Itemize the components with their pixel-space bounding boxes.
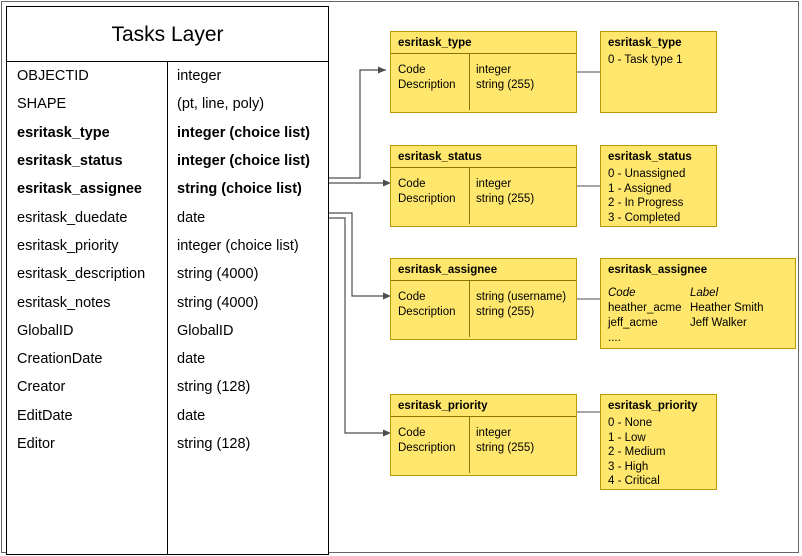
- table-row: [7, 62, 328, 90]
- field-type: string (128): [177, 436, 251, 452]
- domain-field-type: integer: [476, 64, 512, 76]
- value-list-title: esritask_status: [608, 151, 692, 163]
- column-header: Code: [608, 287, 636, 299]
- domain-table-title: esritask_assignee: [398, 264, 498, 276]
- value-list-title: esritask_assignee: [608, 264, 708, 276]
- field-name: esritask_type: [17, 124, 110, 141]
- domain-field-name: Code: [398, 178, 426, 190]
- assignee-code: jeff_acme: [608, 317, 658, 329]
- column-divider: [469, 54, 470, 110]
- table-row: [7, 232, 328, 260]
- value-list-title: esritask_priority: [608, 400, 698, 412]
- domain-field-type: string (255): [476, 306, 535, 318]
- column-divider: [469, 281, 470, 337]
- list-item: 0 - Task type 1: [608, 54, 683, 66]
- field-name: esritask_priority: [17, 237, 119, 254]
- field-type: integer (choice list): [177, 153, 310, 170]
- field-type: string (128): [177, 379, 251, 396]
- field-type: date: [177, 407, 206, 424]
- table-row: [7, 288, 328, 316]
- domain-field-type: integer: [476, 178, 512, 190]
- field-name: esritask_status: [17, 153, 123, 170]
- value-list-body: [601, 416, 716, 494]
- field-type: GlobalID: [177, 322, 234, 339]
- list-item: 1 - Low: [608, 431, 646, 444]
- table-row: [7, 147, 328, 175]
- list-item: 4 - Critical: [608, 475, 660, 487]
- assignee-label: Jeff Walker: [690, 317, 747, 329]
- field-name: esritask_description: [17, 266, 146, 283]
- field-name: esritask_notes: [17, 294, 111, 311]
- list-item: 2 - In Progress: [608, 197, 684, 209]
- assignee-code: heather_acme: [608, 302, 682, 314]
- table-row: [7, 402, 328, 430]
- domain-table-body: [391, 281, 576, 337]
- domain-field-name: Description: [398, 306, 456, 318]
- assignee-code: ....: [608, 332, 621, 344]
- domain-field-name: Code: [398, 427, 426, 439]
- table-row: [7, 203, 328, 231]
- value-list-esritask-type: [600, 31, 717, 113]
- tasks-layer-table: [6, 6, 329, 555]
- tasks-layer-fields: [7, 62, 328, 554]
- domain-field-type: string (255): [476, 79, 535, 91]
- value-list-esritask-priority: [600, 394, 717, 490]
- value-list-body: [601, 280, 795, 352]
- table-row: [7, 430, 328, 458]
- field-name: esritask_duedate: [17, 209, 128, 226]
- list-item: 0 - None: [608, 417, 653, 429]
- table-row: [7, 260, 328, 288]
- field-name: EditDate: [17, 407, 73, 424]
- domain-table-body: [391, 417, 576, 473]
- assignee-label: Heather Smith: [690, 302, 764, 314]
- field-name: GlobalID: [17, 322, 74, 339]
- field-type: integer (choice list): [177, 237, 299, 254]
- field-name: OBJECTID: [17, 68, 89, 85]
- field-type: string (choice list): [177, 181, 302, 198]
- list-item: 1 - Assigned: [608, 182, 672, 195]
- domain-table-esritask-priority: [390, 394, 577, 476]
- domain-field-type: integer: [476, 427, 512, 439]
- domain-table-body: [391, 168, 576, 224]
- field-type: (pt, line, poly): [177, 96, 265, 113]
- value-list-esritask-assignee: [600, 258, 796, 349]
- table-row: [7, 317, 328, 345]
- field-type: date: [177, 209, 206, 226]
- field-name: Creator: [17, 379, 66, 396]
- field-name: Editor: [17, 436, 55, 452]
- domain-field-type: string (255): [476, 193, 535, 205]
- column-header: Label: [690, 287, 719, 299]
- domain-field-name: Description: [398, 193, 456, 205]
- table-row: [7, 119, 328, 147]
- domain-table-esritask-assignee: [390, 258, 577, 340]
- field-type: integer: [177, 68, 222, 85]
- domain-field-name: Code: [398, 64, 426, 76]
- page-title: Tasks Layer: [7, 7, 328, 62]
- value-list-esritask-status: [600, 145, 717, 227]
- list-item: 0 - Unassigned: [608, 168, 686, 180]
- field-name: CreationDate: [17, 351, 103, 368]
- domain-table-esritask-type: [390, 31, 577, 113]
- domain-field-name: Description: [398, 442, 456, 454]
- domain-table-title: esritask_priority: [398, 400, 488, 412]
- field-type: string (4000): [177, 294, 259, 311]
- field-type: string (4000): [177, 266, 259, 283]
- list-item: 3 - High: [608, 460, 649, 473]
- value-list-title: esritask_type: [608, 37, 682, 49]
- column-divider: [469, 417, 470, 473]
- table-row: [7, 345, 328, 373]
- list-item: 2 - Medium: [608, 446, 666, 458]
- field-name: esritask_assignee: [17, 181, 142, 198]
- domain-table-title: esritask_status: [398, 151, 482, 163]
- list-item: 3 - Completed: [608, 211, 681, 224]
- field-type: date: [177, 351, 206, 368]
- value-list-body: [601, 53, 716, 73]
- domain-field-type: string (255): [476, 442, 535, 454]
- value-list-body: [601, 167, 716, 230]
- column-divider: [469, 168, 470, 224]
- domain-field-name: Description: [398, 79, 456, 91]
- domain-field-type: string (username): [476, 291, 567, 303]
- domain-field-name: Code: [398, 291, 426, 303]
- field-name: SHAPE: [17, 96, 67, 113]
- field-type: integer (choice list): [177, 124, 310, 141]
- domain-table-body: [391, 54, 576, 110]
- domain-table-title: esritask_type: [398, 37, 472, 49]
- table-row: [7, 90, 328, 118]
- table-row: [7, 175, 328, 203]
- domain-table-esritask-status: [390, 145, 577, 227]
- table-row: [7, 373, 328, 401]
